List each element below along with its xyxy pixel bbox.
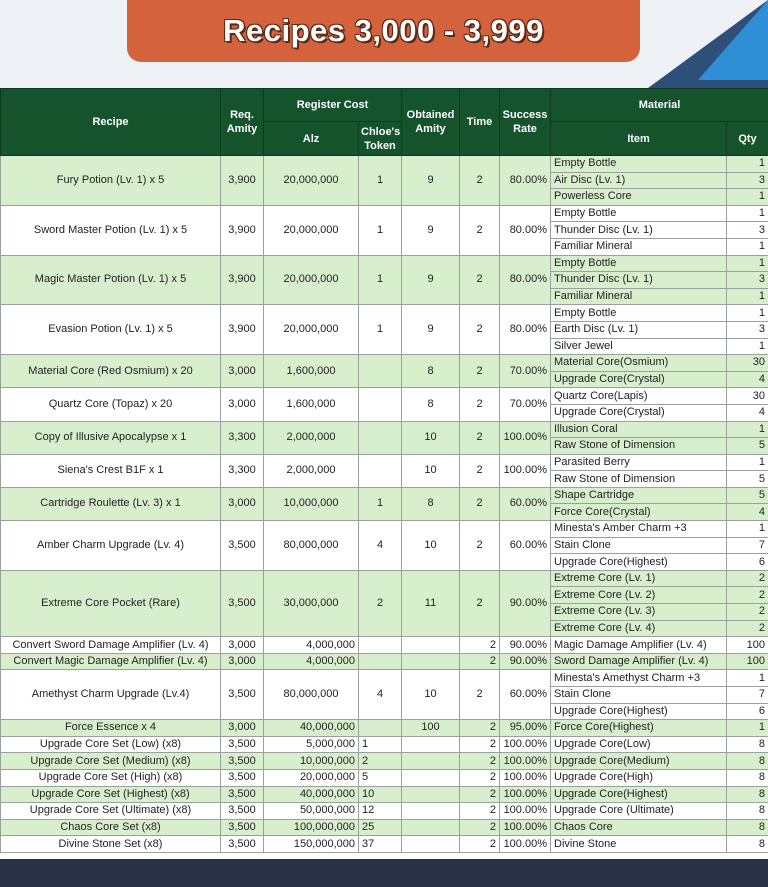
- req-amity-cell: 3,500: [221, 753, 264, 770]
- material-qty-cell: 3: [727, 272, 768, 289]
- table-row: [1, 637, 768, 654]
- material-item-cell: Minesta's Amethyst Charm +3: [551, 670, 727, 687]
- material-qty-cell: 1: [727, 305, 768, 322]
- obtained-amity-cell: 10: [402, 670, 460, 720]
- req-amity-cell: 3,000: [221, 653, 264, 670]
- material-qty-cell: 5: [727, 471, 768, 488]
- alz-cost-cell: 10,000,000: [264, 487, 359, 520]
- success-rate-cell: 95.00%: [500, 720, 551, 737]
- req-amity-cell: 3,000: [221, 355, 264, 388]
- material-item-cell: Upgrade Core(Medium): [551, 753, 727, 770]
- header-item: Item: [551, 122, 727, 156]
- recipe-name-cell: Divine Stone Set (x8): [1, 836, 221, 853]
- material-qty-cell: 30: [727, 388, 768, 405]
- material-qty-cell: 4: [727, 504, 768, 521]
- alz-cost-cell: 2,000,000: [264, 421, 359, 454]
- obtained-amity-cell: 10: [402, 521, 460, 571]
- alz-cost-cell: 1,600,000: [264, 388, 359, 421]
- material-item-cell: Familiar Mineral: [551, 238, 727, 255]
- material-qty-cell: 1: [727, 421, 768, 438]
- material-item-cell: Extreme Core (Lv. 1): [551, 570, 727, 587]
- table-row: [1, 819, 768, 836]
- obtained-amity-cell: [402, 653, 460, 670]
- chloes-token-cell: [359, 454, 402, 487]
- chloes-token-cell: 1: [359, 255, 402, 305]
- header-obtained-amity: Obtained Amity: [402, 89, 460, 156]
- req-amity-cell: 3,000: [221, 388, 264, 421]
- material-qty-cell: 6: [727, 703, 768, 720]
- req-amity-cell: 3,500: [221, 769, 264, 786]
- chloes-token-cell: [359, 355, 402, 388]
- time-cell: 2: [460, 487, 500, 520]
- alz-cost-cell: 20,000,000: [264, 255, 359, 305]
- page-title: Recipes 3,000 - 3,999: [223, 13, 544, 48]
- material-qty-cell: 2: [727, 570, 768, 587]
- time-cell: 2: [460, 637, 500, 654]
- chloes-token-cell: 1: [359, 205, 402, 255]
- success-rate-cell: 80.00%: [500, 305, 551, 355]
- material-item-cell: Empty Bottle: [551, 156, 727, 173]
- time-cell: 2: [460, 836, 500, 853]
- success-rate-cell: 100.00%: [500, 836, 551, 853]
- header-area: [0, 0, 768, 88]
- material-qty-cell: 6: [727, 554, 768, 571]
- material-qty-cell: 1: [727, 720, 768, 737]
- material-item-cell: Upgrade Core(High): [551, 769, 727, 786]
- obtained-amity-cell: 8: [402, 388, 460, 421]
- success-rate-cell: 100.00%: [500, 753, 551, 770]
- table-row: [1, 570, 768, 587]
- time-cell: 2: [460, 670, 500, 720]
- obtained-amity-cell: 8: [402, 487, 460, 520]
- material-item-cell: Shape Cartridge: [551, 487, 727, 504]
- alz-cost-cell: 4,000,000: [264, 653, 359, 670]
- alz-cost-cell: 150,000,000: [264, 836, 359, 853]
- material-item-cell: Upgrade Core(Crystal): [551, 404, 727, 421]
- material-item-cell: Stain Clone: [551, 537, 727, 554]
- table-row: [1, 736, 768, 753]
- material-qty-cell: 1: [727, 255, 768, 272]
- table-row: [1, 156, 768, 173]
- alz-cost-cell: 10,000,000: [264, 753, 359, 770]
- alz-cost-cell: 2,000,000: [264, 454, 359, 487]
- alz-cost-cell: 100,000,000: [264, 819, 359, 836]
- recipe-table-body: [1, 156, 768, 853]
- header-success-rate: Success Rate: [500, 89, 551, 156]
- alz-cost-cell: 20,000,000: [264, 305, 359, 355]
- alz-cost-cell: 50,000,000: [264, 803, 359, 820]
- material-qty-cell: 8: [727, 736, 768, 753]
- material-qty-cell: 1: [727, 670, 768, 687]
- chloes-token-cell: 12: [359, 803, 402, 820]
- header-alz: Alz: [264, 122, 359, 156]
- time-cell: 2: [460, 753, 500, 770]
- material-qty-cell: 1: [727, 238, 768, 255]
- success-rate-cell: 100.00%: [500, 769, 551, 786]
- obtained-amity-cell: [402, 736, 460, 753]
- recipe-name-cell: Upgrade Core Set (Highest) (x8): [1, 786, 221, 803]
- table-row: [1, 653, 768, 670]
- success-rate-cell: 100.00%: [500, 454, 551, 487]
- req-amity-cell: 3,000: [221, 720, 264, 737]
- obtained-amity-cell: 9: [402, 255, 460, 305]
- material-item-cell: Upgrade Core(Highest): [551, 554, 727, 571]
- req-amity-cell: 3,500: [221, 819, 264, 836]
- chloes-token-cell: 1: [359, 736, 402, 753]
- material-qty-cell: 4: [727, 404, 768, 421]
- time-cell: 2: [460, 421, 500, 454]
- time-cell: 2: [460, 803, 500, 820]
- material-item-cell: Extreme Core (Lv. 2): [551, 587, 727, 604]
- material-qty-cell: 100: [727, 653, 768, 670]
- chloes-token-cell: [359, 720, 402, 737]
- material-qty-cell: 30: [727, 355, 768, 372]
- material-qty-cell: 1: [727, 288, 768, 305]
- time-cell: 2: [460, 819, 500, 836]
- req-amity-cell: 3,500: [221, 836, 264, 853]
- material-item-cell: Parasited Berry: [551, 454, 727, 471]
- obtained-amity-cell: 11: [402, 570, 460, 636]
- req-amity-cell: 3,500: [221, 670, 264, 720]
- material-qty-cell: 2: [727, 587, 768, 604]
- material-qty-cell: 2: [727, 604, 768, 621]
- material-qty-cell: 1: [727, 205, 768, 222]
- req-amity-cell: 3,300: [221, 454, 264, 487]
- req-amity-cell: 3,900: [221, 255, 264, 305]
- time-cell: 2: [460, 305, 500, 355]
- material-qty-cell: 1: [727, 338, 768, 355]
- alz-cost-cell: 20,000,000: [264, 156, 359, 206]
- material-qty-cell: 3: [727, 321, 768, 338]
- material-qty-cell: 8: [727, 836, 768, 853]
- table-row: [1, 487, 768, 504]
- material-qty-cell: 3: [727, 172, 768, 189]
- material-item-cell: Upgrade Core(Highest): [551, 703, 727, 720]
- success-rate-cell: 100.00%: [500, 786, 551, 803]
- chloes-token-cell: 2: [359, 570, 402, 636]
- recipe-name-cell: Sword Master Potion (Lv. 1) x 5: [1, 205, 221, 255]
- table-row: [1, 355, 768, 372]
- header-chloes-token: Chloe's Token: [359, 122, 402, 156]
- success-rate-cell: 70.00%: [500, 355, 551, 388]
- obtained-amity-cell: [402, 769, 460, 786]
- table-row: [1, 803, 768, 820]
- chloes-token-cell: 10: [359, 786, 402, 803]
- table-row: [1, 786, 768, 803]
- material-item-cell: Empty Bottle: [551, 255, 727, 272]
- obtained-amity-cell: 10: [402, 454, 460, 487]
- material-qty-cell: 8: [727, 769, 768, 786]
- obtained-amity-cell: 9: [402, 305, 460, 355]
- time-cell: 2: [460, 388, 500, 421]
- obtained-amity-cell: [402, 753, 460, 770]
- alz-cost-cell: 30,000,000: [264, 570, 359, 636]
- recipe-name-cell: Convert Magic Damage Amplifier (Lv. 4): [1, 653, 221, 670]
- success-rate-cell: 70.00%: [500, 388, 551, 421]
- table-row: [1, 836, 768, 853]
- time-cell: 2: [460, 570, 500, 636]
- recipe-name-cell: Evasion Potion (Lv. 1) x 5: [1, 305, 221, 355]
- material-item-cell: Upgrade Core(Highest): [551, 786, 727, 803]
- material-item-cell: Material Core(Osmium): [551, 355, 727, 372]
- success-rate-cell: 100.00%: [500, 819, 551, 836]
- material-qty-cell: 1: [727, 189, 768, 206]
- recipe-name-cell: Force Essence x 4: [1, 720, 221, 737]
- table-row: [1, 421, 768, 438]
- req-amity-cell: 3,500: [221, 786, 264, 803]
- success-rate-cell: 80.00%: [500, 156, 551, 206]
- material-item-cell: Empty Bottle: [551, 305, 727, 322]
- recipe-name-cell: Cartridge Roulette (Lv. 3) x 1: [1, 487, 221, 520]
- recipe-name-cell: Siena's Crest B1F x 1: [1, 454, 221, 487]
- alz-cost-cell: 1,600,000: [264, 355, 359, 388]
- material-item-cell: Minesta's Amber Charm +3: [551, 521, 727, 538]
- recipe-name-cell: Upgrade Core Set (Low) (x8): [1, 736, 221, 753]
- success-rate-cell: 100.00%: [500, 736, 551, 753]
- recipe-name-cell: Amethyst Charm Upgrade (Lv.4): [1, 670, 221, 720]
- obtained-amity-cell: 100: [402, 720, 460, 737]
- time-cell: 2: [460, 156, 500, 206]
- material-qty-cell: 100: [727, 637, 768, 654]
- header-time: Time: [460, 89, 500, 156]
- material-qty-cell: 2: [727, 620, 768, 637]
- material-item-cell: Raw Stone of Dimension: [551, 438, 727, 455]
- obtained-amity-cell: [402, 803, 460, 820]
- material-item-cell: Upgrade Core (Ultimate): [551, 803, 727, 820]
- table-row: [1, 305, 768, 322]
- chloes-token-cell: [359, 421, 402, 454]
- recipe-name-cell: Upgrade Core Set (Ultimate) (x8): [1, 803, 221, 820]
- material-item-cell: Raw Stone of Dimension: [551, 471, 727, 488]
- footer-bar: [0, 859, 768, 887]
- material-item-cell: Thunder Disc (Lv. 1): [551, 272, 727, 289]
- time-cell: 2: [460, 521, 500, 571]
- success-rate-cell: 80.00%: [500, 255, 551, 305]
- material-qty-cell: 5: [727, 487, 768, 504]
- recipe-name-cell: Chaos Core Set (x8): [1, 819, 221, 836]
- success-rate-cell: 100.00%: [500, 421, 551, 454]
- obtained-amity-cell: 9: [402, 205, 460, 255]
- recipe-table-container: [0, 88, 768, 859]
- material-qty-cell: 1: [727, 454, 768, 471]
- chloes-token-cell: 5: [359, 769, 402, 786]
- success-rate-cell: 90.00%: [500, 570, 551, 636]
- table-row: [1, 753, 768, 770]
- recipe-name-cell: Quartz Core (Topaz) x 20: [1, 388, 221, 421]
- chloes-token-cell: [359, 653, 402, 670]
- chloes-token-cell: 1: [359, 487, 402, 520]
- header-req-amity: Req. Amity: [221, 89, 264, 156]
- table-row: [1, 670, 768, 687]
- time-cell: 2: [460, 255, 500, 305]
- material-qty-cell: 8: [727, 786, 768, 803]
- obtained-amity-cell: [402, 786, 460, 803]
- material-item-cell: Powerless Core: [551, 189, 727, 206]
- material-qty-cell: 8: [727, 803, 768, 820]
- alz-cost-cell: 80,000,000: [264, 521, 359, 571]
- success-rate-cell: 60.00%: [500, 521, 551, 571]
- req-amity-cell: 3,000: [221, 637, 264, 654]
- chloes-token-cell: 37: [359, 836, 402, 853]
- header-recipe: Recipe: [1, 89, 221, 156]
- success-rate-cell: 90.00%: [500, 637, 551, 654]
- material-qty-cell: 7: [727, 537, 768, 554]
- time-cell: 2: [460, 205, 500, 255]
- time-cell: 2: [460, 769, 500, 786]
- obtained-amity-cell: [402, 836, 460, 853]
- material-qty-cell: 8: [727, 819, 768, 836]
- req-amity-cell: 3,500: [221, 803, 264, 820]
- material-item-cell: Upgrade Core(Low): [551, 736, 727, 753]
- chloes-token-cell: [359, 388, 402, 421]
- req-amity-cell: 3,300: [221, 421, 264, 454]
- recipe-name-cell: Extreme Core Pocket (Rare): [1, 570, 221, 636]
- material-item-cell: Extreme Core (Lv. 4): [551, 620, 727, 637]
- success-rate-cell: 80.00%: [500, 205, 551, 255]
- material-qty-cell: 5: [727, 438, 768, 455]
- req-amity-cell: 3,900: [221, 205, 264, 255]
- time-cell: 2: [460, 653, 500, 670]
- time-cell: 2: [460, 736, 500, 753]
- req-amity-cell: 3,500: [221, 570, 264, 636]
- req-amity-cell: 3,900: [221, 156, 264, 206]
- alz-cost-cell: 20,000,000: [264, 205, 359, 255]
- obtained-amity-cell: 8: [402, 355, 460, 388]
- material-qty-cell: 4: [727, 371, 768, 388]
- material-qty-cell: 8: [727, 753, 768, 770]
- material-item-cell: Air Disc (Lv. 1): [551, 172, 727, 189]
- material-item-cell: Quartz Core(Lapis): [551, 388, 727, 405]
- alz-cost-cell: 5,000,000: [264, 736, 359, 753]
- table-row: [1, 720, 768, 737]
- time-cell: 2: [460, 786, 500, 803]
- recipe-name-cell: Magic Master Potion (Lv. 1) x 5: [1, 255, 221, 305]
- recipe-name-cell: Copy of Illusive Apocalypse x 1: [1, 421, 221, 454]
- table-row: [1, 769, 768, 786]
- material-qty-cell: 3: [727, 222, 768, 239]
- chloes-token-cell: 25: [359, 819, 402, 836]
- material-qty-cell: 1: [727, 521, 768, 538]
- recipe-name-cell: Upgrade Core Set (Medium) (x8): [1, 753, 221, 770]
- alz-cost-cell: 40,000,000: [264, 720, 359, 737]
- obtained-amity-cell: [402, 819, 460, 836]
- chloes-token-cell: 2: [359, 753, 402, 770]
- material-item-cell: Empty Bottle: [551, 205, 727, 222]
- recipe-table: [0, 88, 768, 853]
- material-item-cell: Illusion Coral: [551, 421, 727, 438]
- table-row: [1, 255, 768, 272]
- material-item-cell: Extreme Core (Lv. 3): [551, 604, 727, 621]
- material-item-cell: Upgrade Core(Crystal): [551, 371, 727, 388]
- table-row: [1, 454, 768, 471]
- material-item-cell: Force Core(Highest): [551, 720, 727, 737]
- recipe-name-cell: Material Core (Red Osmium) x 20: [1, 355, 221, 388]
- material-item-cell: Silver Jewel: [551, 338, 727, 355]
- header-qty: Qty: [727, 122, 768, 156]
- success-rate-cell: 60.00%: [500, 487, 551, 520]
- material-item-cell: Divine Stone: [551, 836, 727, 853]
- material-qty-cell: 1: [727, 156, 768, 173]
- obtained-amity-cell: 10: [402, 421, 460, 454]
- time-cell: 2: [460, 720, 500, 737]
- recipe-name-cell: Fury Potion (Lv. 1) x 5: [1, 156, 221, 206]
- chloes-token-cell: [359, 637, 402, 654]
- chloes-token-cell: 4: [359, 521, 402, 571]
- material-item-cell: Magic Damage Amplifier (Lv. 4): [551, 637, 727, 654]
- alz-cost-cell: 4,000,000: [264, 637, 359, 654]
- success-rate-cell: 60.00%: [500, 670, 551, 720]
- recipe-name-cell: Convert Sword Damage Amplifier (Lv. 4): [1, 637, 221, 654]
- time-cell: 2: [460, 454, 500, 487]
- material-item-cell: Earth Disc (Lv. 1): [551, 321, 727, 338]
- recipe-name-cell: Upgrade Core Set (High) (x8): [1, 769, 221, 786]
- title-banner: [127, 0, 640, 62]
- table-row: [1, 388, 768, 405]
- success-rate-cell: 90.00%: [500, 653, 551, 670]
- header-material: Material: [551, 89, 768, 122]
- material-item-cell: Force Core(Crystal): [551, 504, 727, 521]
- alz-cost-cell: 40,000,000: [264, 786, 359, 803]
- req-amity-cell: 3,000: [221, 487, 264, 520]
- req-amity-cell: 3,500: [221, 736, 264, 753]
- corner-decoration-blue: [698, 0, 768, 80]
- alz-cost-cell: 20,000,000: [264, 769, 359, 786]
- material-item-cell: Familiar Mineral: [551, 288, 727, 305]
- table-row: [1, 205, 768, 222]
- material-item-cell: Chaos Core: [551, 819, 727, 836]
- alz-cost-cell: 80,000,000: [264, 670, 359, 720]
- req-amity-cell: 3,500: [221, 521, 264, 571]
- table-row: [1, 521, 768, 538]
- recipe-name-cell: Amber Charm Upgrade (Lv. 4): [1, 521, 221, 571]
- material-item-cell: Thunder Disc (Lv. 1): [551, 222, 727, 239]
- time-cell: 2: [460, 355, 500, 388]
- material-item-cell: Stain Clone: [551, 687, 727, 704]
- obtained-amity-cell: [402, 637, 460, 654]
- success-rate-cell: 100.00%: [500, 803, 551, 820]
- chloes-token-cell: 4: [359, 670, 402, 720]
- header-register-cost: Register Cost: [264, 89, 402, 122]
- material-qty-cell: 7: [727, 687, 768, 704]
- req-amity-cell: 3,900: [221, 305, 264, 355]
- material-item-cell: Sword Damage Amplifier (Lv. 4): [551, 653, 727, 670]
- obtained-amity-cell: 9: [402, 156, 460, 206]
- chloes-token-cell: 1: [359, 156, 402, 206]
- chloes-token-cell: 1: [359, 305, 402, 355]
